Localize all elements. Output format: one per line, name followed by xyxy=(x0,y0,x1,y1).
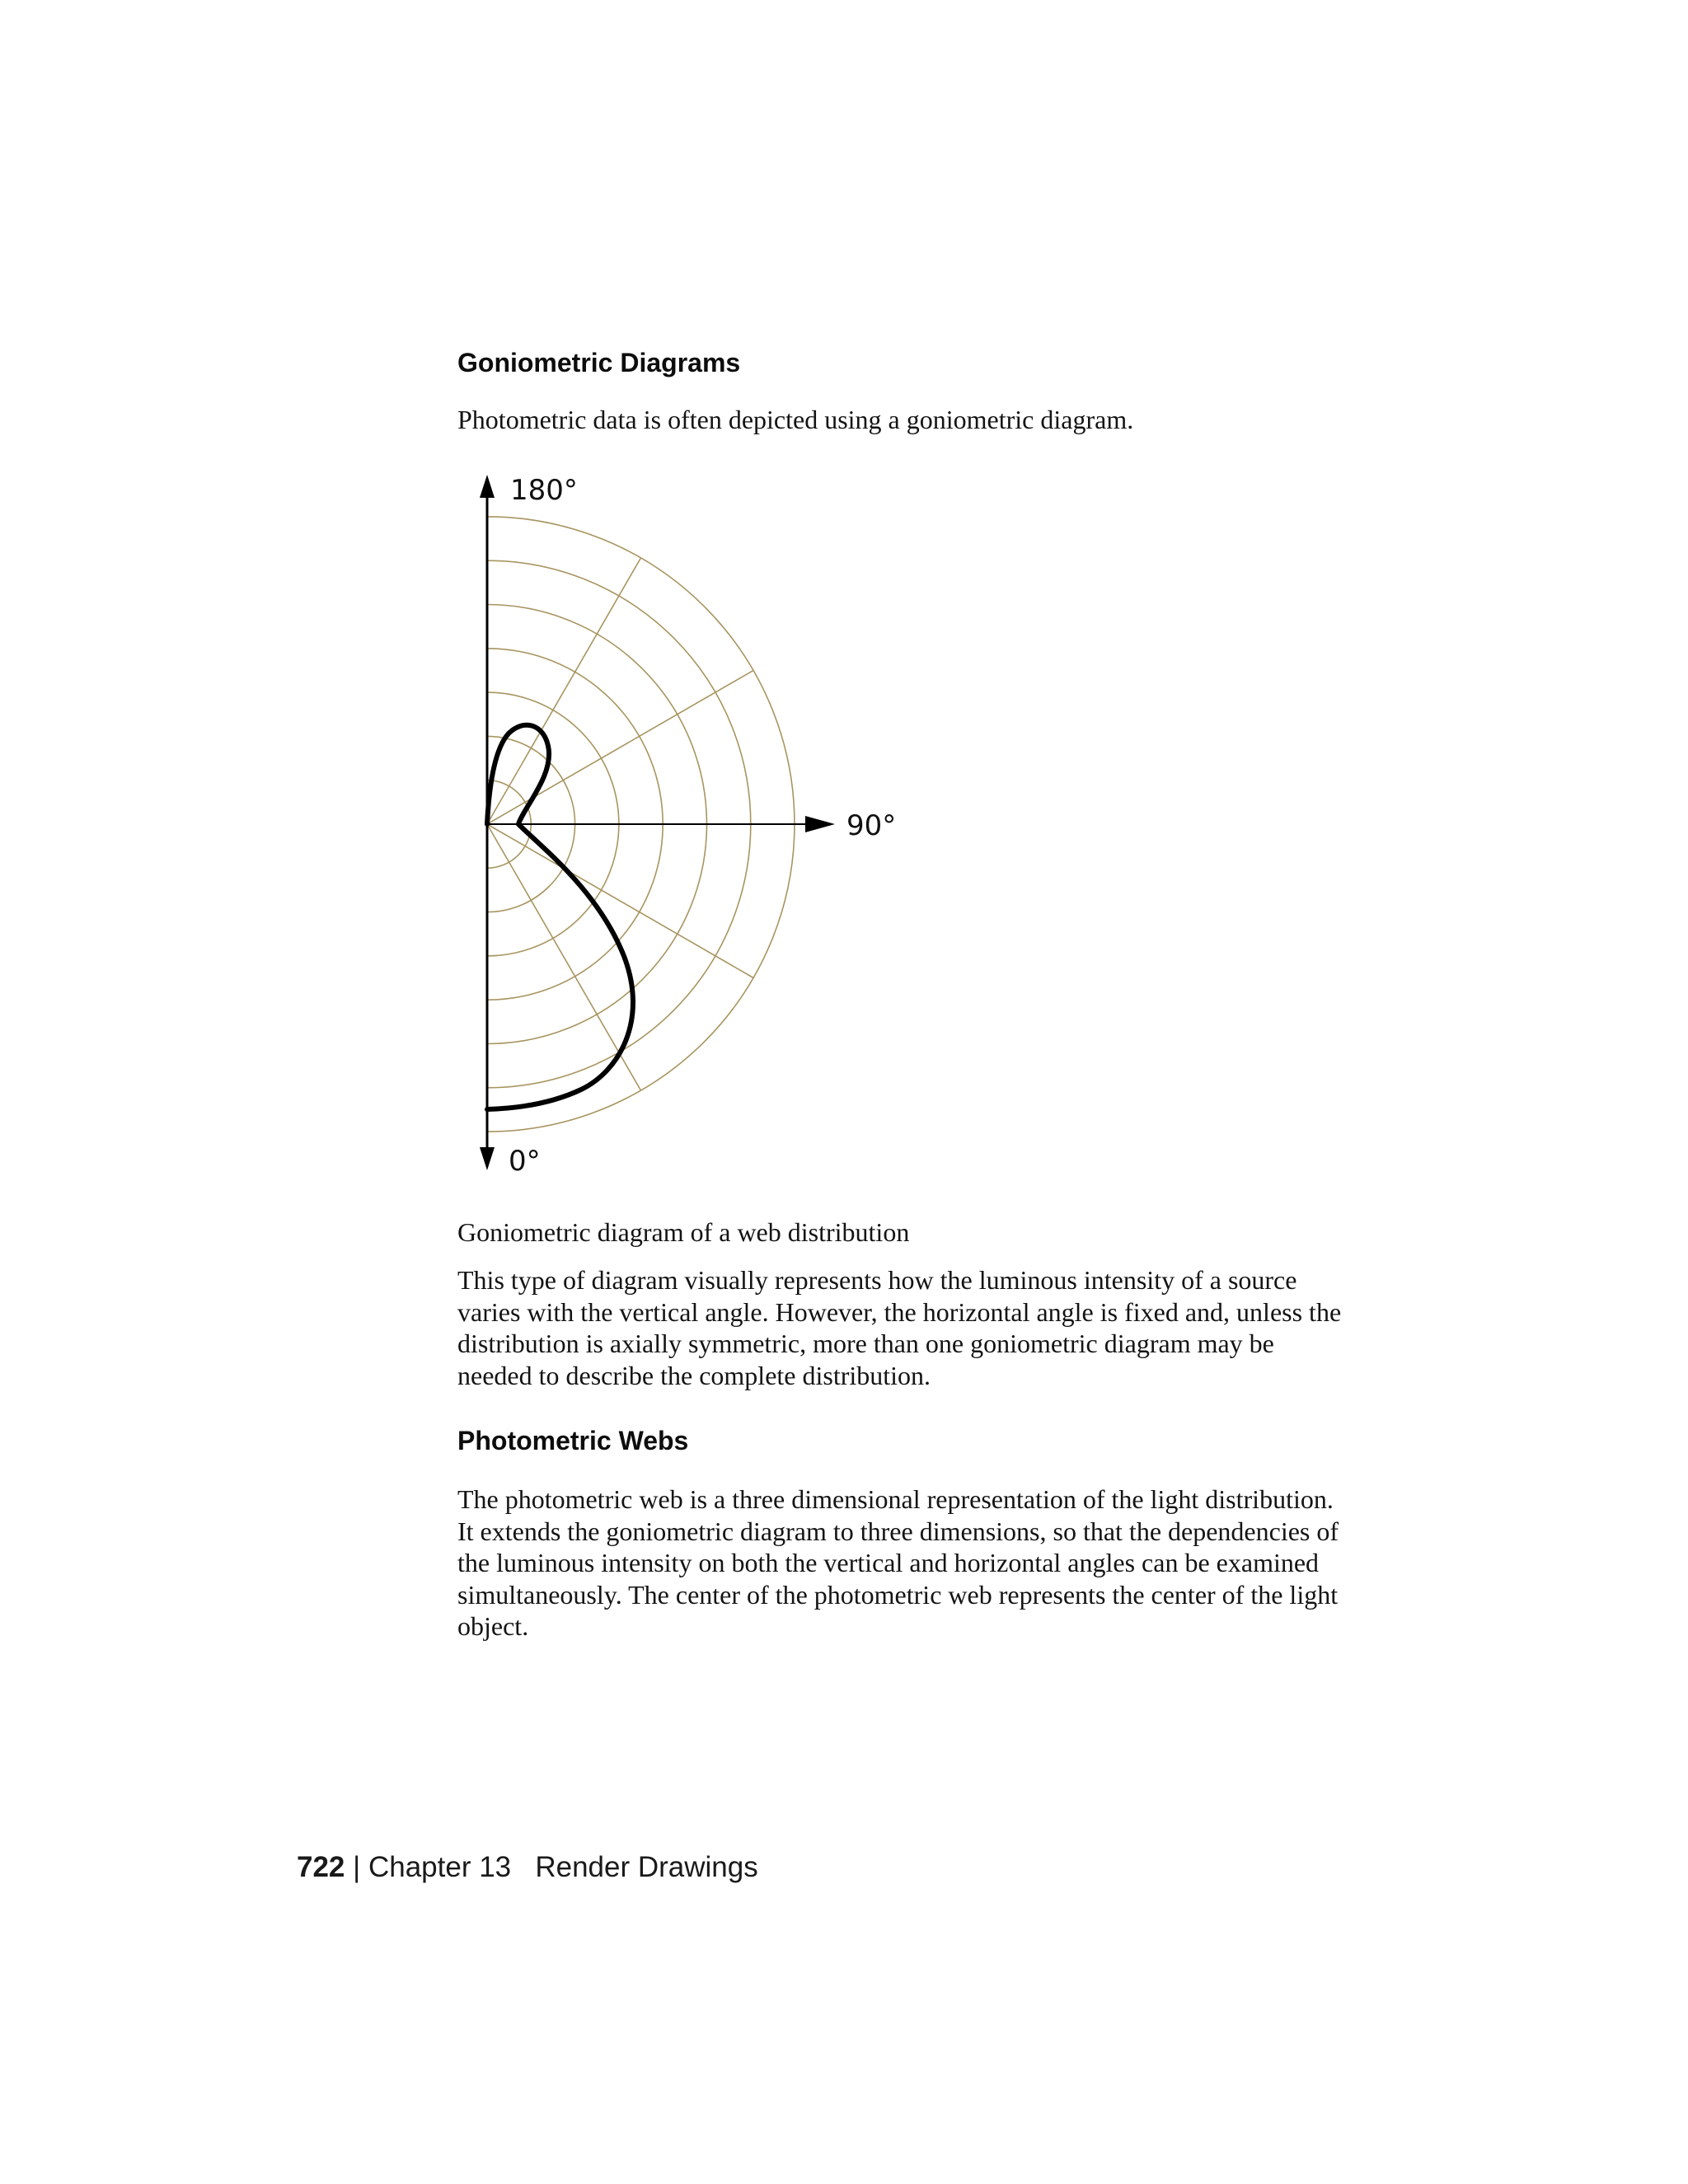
section-heading-photometric-webs: Photometric Webs xyxy=(457,1426,689,1455)
page-number: 722 xyxy=(297,1851,345,1883)
arrowhead-right-icon xyxy=(805,816,835,832)
footer-title: Render Drawings xyxy=(535,1851,758,1883)
footer-separator: | xyxy=(353,1851,361,1883)
label-90-degrees: 90° xyxy=(846,809,897,842)
label-180-degrees: 180° xyxy=(510,474,578,507)
goniometric-diagram-figure xyxy=(457,462,919,1187)
grid-spoke xyxy=(487,824,753,978)
section-heading-goniometric-diagrams: Goniometric Diagrams xyxy=(457,348,741,377)
arrowhead-up-icon xyxy=(480,475,495,498)
photometric-webs-paragraph: The photometric web is a three dimensional representation of the light distribution. It extends the goniometric diagram to three dimensions, so that the dependencies of the luminous intensity on both the vertical and horizontal angles can be examined simultaneously. The center of the photometric web represents the center of the light object. xyxy=(457,1484,1339,1641)
arrowhead-down-icon xyxy=(480,1147,495,1170)
label-0-degrees: 0° xyxy=(509,1145,541,1178)
goniometric-diagram xyxy=(457,462,919,1187)
figure-caption: Goniometric diagram of a web distribution xyxy=(457,1217,910,1247)
intro-paragraph: Photometric data is often depicted using a goniometric diagram. xyxy=(457,405,1134,434)
grid-spoke xyxy=(487,824,641,1090)
footer-chapter: Chapter 13 xyxy=(368,1851,512,1883)
diagram-description-paragraph: This type of diagram visually represents how the luminous intensity of a source varies with the vertical angle. However, the horizontal angle is fixed and, unless the distribution is axially symmetric, more than one goniometric diagram may be needed to describe the complete distribution. xyxy=(457,1265,1342,1390)
grid-spoke xyxy=(487,670,753,824)
page-footer xyxy=(297,1849,758,1886)
grid-spoke xyxy=(487,558,641,824)
